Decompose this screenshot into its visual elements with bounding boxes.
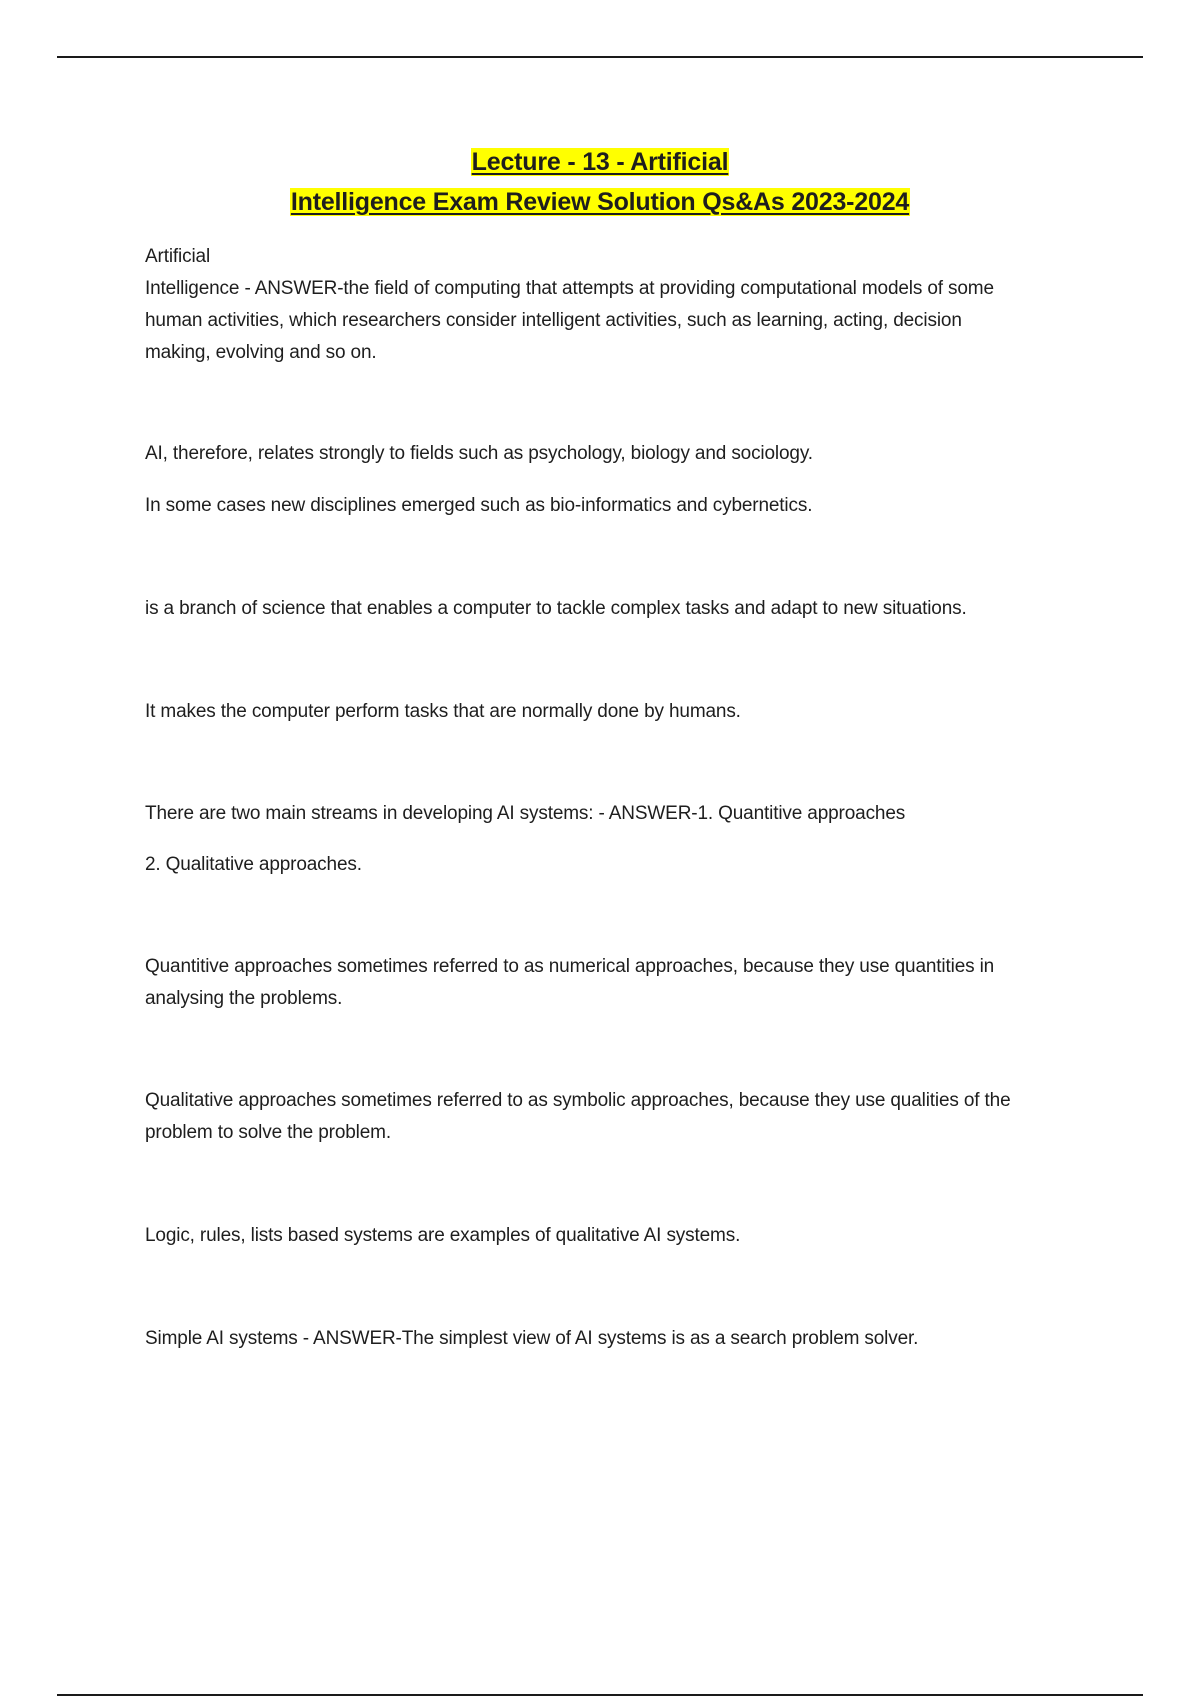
- text-line: Logic, rules, lists based systems are examples of qualitative AI systems.: [145, 1225, 741, 1246]
- text-line: making, evolving and so on.: [145, 342, 377, 363]
- paragraph-quantitive-definition: [145, 951, 1095, 1015]
- document-title: [0, 142, 1200, 222]
- paragraph-two-streams: [145, 798, 1095, 830]
- paragraph-branch-of-science: [145, 593, 1095, 625]
- text-line: problem to solve the problem.: [145, 1122, 391, 1143]
- text-line: is a branch of science that enables a computer to tackle complex tasks and adapt to new situations.: [145, 598, 967, 619]
- text-line: analysing the problems.: [145, 988, 343, 1009]
- paragraph-qualitative-approaches: [145, 849, 1095, 881]
- text-line: There are two main streams in developing AI systems: - ANSWER-1. Quantitive approaches: [145, 803, 906, 824]
- paragraph-simple-ai-systems: [145, 1323, 1095, 1355]
- text-line: Artificial: [145, 246, 211, 267]
- text-line: It makes the computer perform tasks that are normally done by humans.: [145, 701, 741, 722]
- top-rule: [57, 56, 1143, 58]
- bottom-rule: [57, 1694, 1143, 1696]
- text-line: AI, therefore, relates strongly to fields such as psychology, biology and sociology.: [145, 443, 813, 464]
- paragraph-computer-tasks: [145, 696, 1095, 728]
- title-line-1: Lecture - 13 - Artificial: [471, 148, 729, 176]
- title-line-2: Intelligence Exam Review Solution Qs&As 2023-2024: [290, 188, 910, 216]
- text-line: 2. Qualitative approaches.: [145, 854, 362, 875]
- paragraph-ai-fields: [145, 438, 1095, 470]
- paragraph-qualitative-definition: [145, 1085, 1095, 1149]
- paragraph-ai-definition: [145, 241, 1095, 369]
- text-line: Intelligence - ANSWER-the field of computing that attempts at providing computational models of some: [145, 278, 994, 299]
- text-line: human activities, which researchers consider intelligent activities, such as learning, acting, decision: [145, 310, 962, 331]
- text-line: Simple AI systems - ANSWER-The simplest view of AI systems is as a search problem solver.: [145, 1328, 919, 1349]
- text-line: In some cases new disciplines emerged such as bio-informatics and cybernetics.: [145, 495, 813, 516]
- text-line: Qualitative approaches sometimes referred to as symbolic approaches, because they use qualities of the: [145, 1090, 1011, 1111]
- paragraph-logic-rules: [145, 1220, 1095, 1252]
- paragraph-new-disciplines: [145, 490, 1095, 522]
- text-line: Quantitive approaches sometimes referred to as numerical approaches, because they use quantities in: [145, 956, 995, 977]
